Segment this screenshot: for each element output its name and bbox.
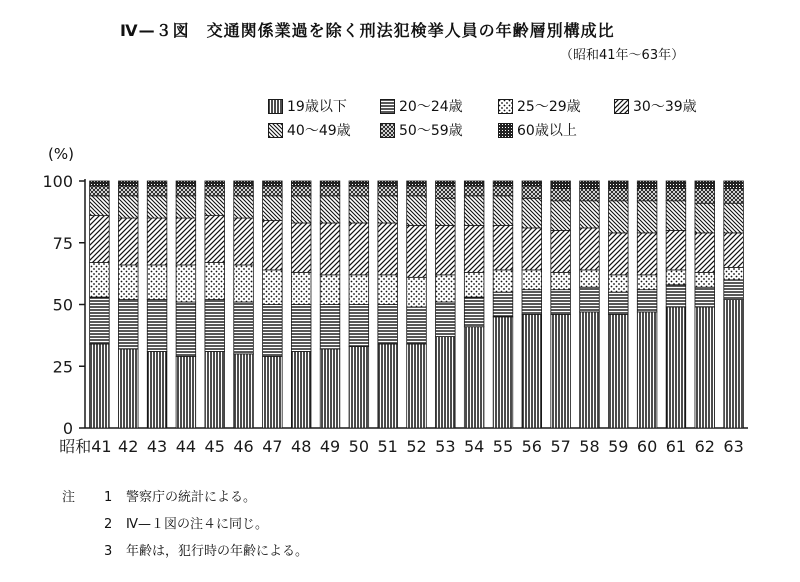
bar-segment xyxy=(407,225,427,277)
bar-segment xyxy=(205,351,225,428)
bar-segment xyxy=(90,196,110,216)
bar-segment xyxy=(378,196,398,223)
bar-segment xyxy=(176,218,196,265)
bar-segment xyxy=(522,270,542,290)
bar-segment xyxy=(608,181,628,188)
bar-segment xyxy=(378,275,398,305)
bar-segment xyxy=(608,292,628,314)
bar-segment xyxy=(349,305,369,347)
legend-swatch xyxy=(268,99,283,114)
y-axis-label: (%) xyxy=(48,145,74,163)
bar-segment xyxy=(464,272,484,297)
bar-segment xyxy=(90,181,110,186)
bar-segment xyxy=(580,270,600,287)
x-tick-label: 55 xyxy=(492,437,514,456)
bar-segment xyxy=(176,186,196,196)
bar-segment xyxy=(724,233,744,268)
legend-swatch xyxy=(380,123,395,138)
bar-segment xyxy=(493,317,513,428)
bar-segment xyxy=(320,181,340,186)
legend-item xyxy=(380,120,463,140)
note-number: 1 xyxy=(104,490,113,505)
bar-segment xyxy=(147,265,167,300)
x-tick-label: 昭和41 xyxy=(59,437,112,456)
bar-segment xyxy=(176,356,196,428)
bar-segment xyxy=(90,344,110,428)
x-tick-label: 52 xyxy=(406,437,427,456)
bar-segment xyxy=(176,302,196,356)
bar-segment xyxy=(234,218,254,265)
bar-segment xyxy=(378,305,398,345)
bar-segment xyxy=(118,218,138,265)
bar-segment xyxy=(205,196,225,216)
bar-segment xyxy=(464,225,484,272)
note-text: 年齢は，犯行時の年齢による。 xyxy=(126,544,309,559)
bar-segment xyxy=(176,265,196,302)
bar-segment xyxy=(320,349,340,428)
bar-segment xyxy=(291,223,311,272)
x-tick-label: 45 xyxy=(204,437,225,456)
x-tick-label: 61 xyxy=(665,437,687,456)
bar-segment xyxy=(263,186,283,196)
bar-segment xyxy=(551,230,571,272)
bar-segment xyxy=(666,285,686,307)
bar-segment xyxy=(436,337,456,428)
bar-segment xyxy=(118,181,138,186)
bar-segment xyxy=(464,196,484,226)
bar-segment xyxy=(90,297,110,344)
bar-segment xyxy=(205,181,225,186)
legend-item xyxy=(498,120,577,140)
x-tick-label: 51 xyxy=(377,437,398,456)
bar-segment xyxy=(291,181,311,186)
bar-segment xyxy=(349,275,369,305)
bar-segment xyxy=(637,275,657,290)
note-text: Ⅳ—１図の注４に同じ。 xyxy=(126,517,268,532)
bar-segment xyxy=(637,181,657,188)
x-tick-label: 57 xyxy=(550,437,571,456)
bar-segment xyxy=(493,270,513,292)
bar-segment xyxy=(349,186,369,196)
bar-segment xyxy=(263,196,283,221)
bar-segment xyxy=(407,344,427,428)
bar-segment xyxy=(608,201,628,233)
y-tick-label: 50 xyxy=(52,295,73,315)
bar-segment xyxy=(176,181,196,186)
bar-segment xyxy=(407,277,427,307)
bar-segment xyxy=(263,270,283,305)
legend-swatch xyxy=(614,99,629,114)
bar-segment xyxy=(118,196,138,218)
bar-segment xyxy=(608,275,628,292)
bar-segment xyxy=(724,280,744,300)
bar-segment xyxy=(551,272,571,289)
x-tick-label: 44 xyxy=(175,437,197,456)
bar-segment xyxy=(320,223,340,275)
chart-subtitle: （昭和41年〜63年） xyxy=(560,48,685,63)
bar-segment xyxy=(90,216,110,263)
legend-swatch xyxy=(498,99,513,114)
x-tick-label: 62 xyxy=(694,437,715,456)
y-tick-label: 0 xyxy=(62,419,73,438)
bar-segment xyxy=(234,302,254,354)
legend-swatch xyxy=(380,99,395,114)
note-text: 警察庁の統計による。 xyxy=(126,490,257,505)
bar-segment xyxy=(349,346,369,428)
bar-segment xyxy=(522,228,542,270)
bar-segment xyxy=(724,181,744,188)
bar-segment xyxy=(637,290,657,312)
bar-segment xyxy=(407,196,427,226)
bar-segment xyxy=(580,287,600,312)
legend-label: 19歳以下 xyxy=(287,99,347,115)
x-tick-label: 54 xyxy=(463,437,485,456)
note-number: 3 xyxy=(104,544,113,559)
bar-segment xyxy=(147,181,167,186)
bar-segment xyxy=(637,201,657,233)
bar-segment xyxy=(436,225,456,274)
bar-segment xyxy=(378,344,398,428)
bar-segment xyxy=(637,233,657,275)
bar-segment xyxy=(724,267,744,279)
bar-segment xyxy=(551,201,571,231)
bar-segment xyxy=(493,225,513,269)
bar-segment xyxy=(608,314,628,428)
bar-segment xyxy=(291,186,311,196)
bar-segment xyxy=(205,216,225,263)
bar-segment xyxy=(551,188,571,200)
bar-segment xyxy=(464,327,484,428)
bar-segment xyxy=(493,186,513,196)
bar-segment xyxy=(378,186,398,196)
x-tick-label: 50 xyxy=(348,437,370,456)
bar-segment xyxy=(637,188,657,200)
x-tick-label: 47 xyxy=(262,437,283,456)
bar-segment xyxy=(263,221,283,270)
bar-segment xyxy=(234,196,254,218)
bar-segment xyxy=(147,218,167,265)
bar-segment xyxy=(205,300,225,352)
bar-segment xyxy=(291,351,311,428)
bar-segment xyxy=(695,307,715,428)
bar-segment xyxy=(666,230,686,270)
bar-segment xyxy=(666,181,686,188)
bar-segment xyxy=(522,198,542,228)
legend-label: 20～24歳 xyxy=(399,99,463,115)
x-tick-label: 43 xyxy=(146,437,168,456)
x-tick-label: 48 xyxy=(291,437,312,456)
legend-item xyxy=(614,96,697,116)
bar-segment xyxy=(724,203,744,233)
bar-segment xyxy=(637,312,657,428)
bar-segment xyxy=(234,265,254,302)
bar-segment xyxy=(147,196,167,218)
x-tick-label: 42 xyxy=(118,437,139,456)
bar-segment xyxy=(436,186,456,198)
bar-segment xyxy=(147,300,167,352)
bar-segment xyxy=(263,305,283,357)
bar-segment xyxy=(349,196,369,223)
bar-segment xyxy=(522,314,542,428)
bar-segment xyxy=(378,223,398,275)
bar-segment xyxy=(464,186,484,196)
bar-segment xyxy=(291,305,311,352)
bar-segment xyxy=(522,290,542,315)
x-tick-label: 56 xyxy=(521,437,542,456)
bar-segment xyxy=(349,223,369,275)
bar-segment xyxy=(551,314,571,428)
bar-segment xyxy=(724,300,744,428)
bar-segment xyxy=(695,287,715,307)
bar-segment xyxy=(291,272,311,304)
legend-label: 50～59歳 xyxy=(399,123,463,139)
x-tick-label: 49 xyxy=(319,437,341,456)
bar-segment xyxy=(320,186,340,196)
chart-title: Ⅳ—３図 交通関係業過を除く刑法犯検挙人員の年齢層別構成比 xyxy=(120,21,615,40)
bar-segment xyxy=(551,181,571,188)
bar-segment xyxy=(407,186,427,196)
bar-segment xyxy=(666,201,686,231)
bar-segment xyxy=(176,196,196,218)
legend-item xyxy=(268,120,351,140)
bar-segment xyxy=(234,354,254,428)
bar-segment xyxy=(378,181,398,186)
note-number: 2 xyxy=(104,517,113,532)
bar-segment xyxy=(205,186,225,196)
bar-segment xyxy=(436,181,456,186)
bar-segment xyxy=(580,228,600,270)
bar-segment xyxy=(205,263,225,300)
bar-segment xyxy=(291,196,311,223)
bar-segment xyxy=(522,186,542,198)
bar-segment xyxy=(608,188,628,200)
bar-segment xyxy=(580,188,600,200)
x-tick-label: 58 xyxy=(579,437,600,456)
bar-segment xyxy=(90,186,110,196)
x-tick-label: 46 xyxy=(233,437,254,456)
legend-label: 40～49歳 xyxy=(287,123,351,139)
bar-segment xyxy=(263,356,283,428)
x-tick-label: 59 xyxy=(608,437,629,456)
bar-segment xyxy=(695,272,715,287)
bar-segment xyxy=(407,307,427,344)
bar-segment xyxy=(666,188,686,200)
notes-head: 注 xyxy=(62,490,76,505)
legend-item xyxy=(380,96,463,116)
bar-segment xyxy=(493,292,513,317)
bar-segment xyxy=(580,312,600,428)
legend-label: 25～29歳 xyxy=(517,99,581,115)
bar-segment xyxy=(666,270,686,285)
bar-segment xyxy=(436,275,456,302)
bar-segment xyxy=(234,181,254,186)
bar-segment xyxy=(493,196,513,226)
bar-segment xyxy=(608,233,628,275)
chart-notes xyxy=(62,484,308,565)
bar-segment xyxy=(522,181,542,186)
y-tick-label: 75 xyxy=(52,233,73,253)
legend-label: 60歳以上 xyxy=(517,123,577,139)
bar-segment xyxy=(320,305,340,349)
bar-segment xyxy=(580,201,600,228)
bar-segment xyxy=(695,203,715,233)
legend-item xyxy=(268,96,347,116)
bar-segment xyxy=(695,233,715,273)
bar-segment xyxy=(118,349,138,428)
bar-segment xyxy=(666,307,686,428)
bar-segment xyxy=(436,302,456,337)
bar-segment xyxy=(436,198,456,225)
bar-segment xyxy=(493,181,513,186)
bar-segment xyxy=(263,181,283,186)
bar-segment xyxy=(580,181,600,188)
bar-segment xyxy=(118,265,138,300)
x-tick-label: 63 xyxy=(723,437,744,456)
bar-segment xyxy=(407,181,427,186)
bar-segment xyxy=(147,351,167,428)
bar-segment xyxy=(695,188,715,203)
legend-swatch xyxy=(268,123,283,138)
bar-segment xyxy=(118,186,138,196)
x-tick-label: 60 xyxy=(636,437,658,456)
bar-segment xyxy=(320,196,340,223)
bar-segment xyxy=(234,186,254,196)
bar-segment xyxy=(695,181,715,188)
bar-segment xyxy=(90,263,110,298)
y-tick-label: 25 xyxy=(52,357,73,377)
bar-segment xyxy=(464,297,484,327)
x-tick-label: 53 xyxy=(435,437,456,456)
bar-segment xyxy=(349,181,369,186)
legend-label: 30～39歳 xyxy=(633,99,697,115)
y-tick-label: 100 xyxy=(42,172,73,191)
bar-segment xyxy=(724,188,744,203)
bar-segment xyxy=(551,290,571,315)
bar-segment xyxy=(320,275,340,305)
legend-swatch xyxy=(498,123,513,138)
legend-item xyxy=(498,96,581,116)
bar-segment xyxy=(118,300,138,349)
bar-segment xyxy=(464,181,484,186)
bar-segment xyxy=(147,186,167,196)
